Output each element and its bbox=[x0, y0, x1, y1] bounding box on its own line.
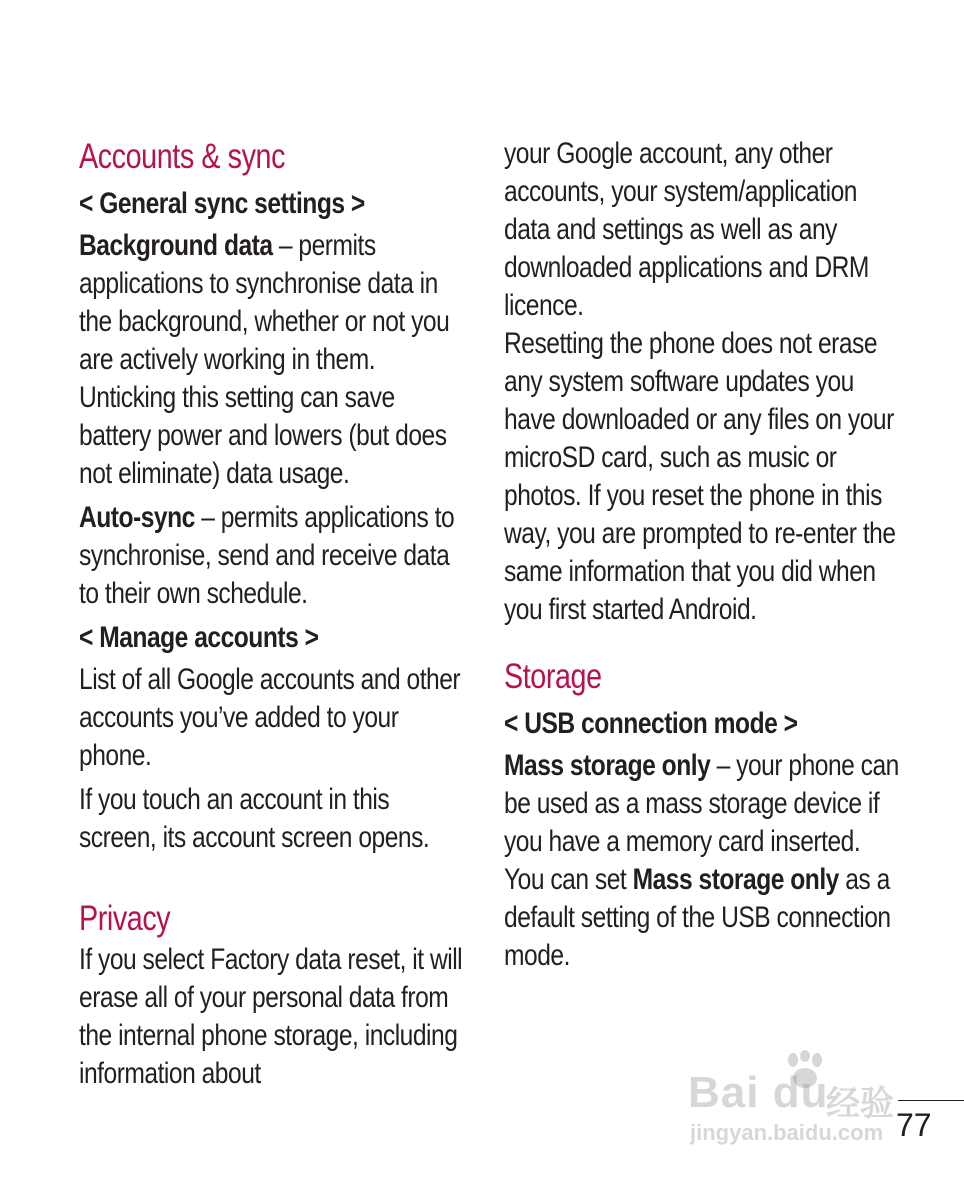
background-data-text: – permits applications to synchronise data in the background, whether or not you are actively working in them. Unticking this setting can save battery power and lowers (but does not eliminate) data usage. bbox=[79, 229, 450, 490]
mass-storage-label: Mass storage only bbox=[504, 749, 711, 782]
footer-rule bbox=[898, 1100, 964, 1101]
watermark-url: jingyan.baidu.com bbox=[690, 1120, 884, 1145]
auto-sync-paragraph bbox=[79, 499, 469, 613]
watermark-brand: Bai du bbox=[688, 1068, 829, 1117]
background-data-paragraph bbox=[79, 227, 469, 493]
manage-accounts-paragraph-1: List of all Google accounts and other accounts you’ve added to your phone. bbox=[79, 663, 461, 772]
manage-accounts-subheading: < Manage accounts > bbox=[79, 621, 319, 654]
factory-reset-continued-paragraph: your Google account, any other accounts, your system/application data and settings as well as any downloaded applications and DRM licence. bbox=[504, 137, 869, 322]
auto-sync-label: Auto-sync bbox=[79, 501, 195, 534]
accounts-sync-heading: Accounts & sync bbox=[79, 137, 286, 176]
mass-storage-text: – your phone can be used as a mass storage device if you have a memory card inserted. You can set bbox=[504, 749, 899, 896]
watermark-chinese: 经验 bbox=[826, 1085, 894, 1123]
left-column bbox=[79, 135, 469, 1099]
page-number: 77 bbox=[896, 1107, 932, 1143]
left-column-inner bbox=[79, 135, 469, 1099]
reset-info-paragraph: Resetting the phone does not erase any system software updates you have downloaded or any files on your microSD card, such as music or photos. If you reset the phone in this way, you are prompted to re-enter the same information that you did when you first started Android. bbox=[504, 327, 896, 626]
privacy-heading: Privacy bbox=[79, 899, 171, 938]
mass-storage-text-2: as a default setting of the USB connection mode. bbox=[504, 863, 891, 972]
right-column-inner bbox=[504, 135, 904, 981]
auto-sync-text: – permits applications to synchronise, send and receive data to their own schedule. bbox=[79, 501, 455, 610]
background-data-label: Background data bbox=[79, 229, 273, 262]
baidu-watermark bbox=[688, 1050, 903, 1160]
general-sync-subheading: < General sync settings > bbox=[79, 187, 365, 220]
mass-storage-paragraph bbox=[504, 747, 904, 975]
right-column bbox=[504, 135, 904, 981]
usb-connection-subheading: < USB connection mode > bbox=[504, 707, 798, 740]
mass-storage-label-2: Mass storage only bbox=[632, 863, 839, 896]
privacy-paragraph: If you select Factory data reset, it will erase all of your personal data from the internal phone storage, including information about bbox=[79, 943, 463, 1090]
storage-heading: Storage bbox=[504, 657, 602, 696]
manage-accounts-paragraph-2: If you touch an account in this screen, its account screen opens. bbox=[79, 783, 430, 854]
